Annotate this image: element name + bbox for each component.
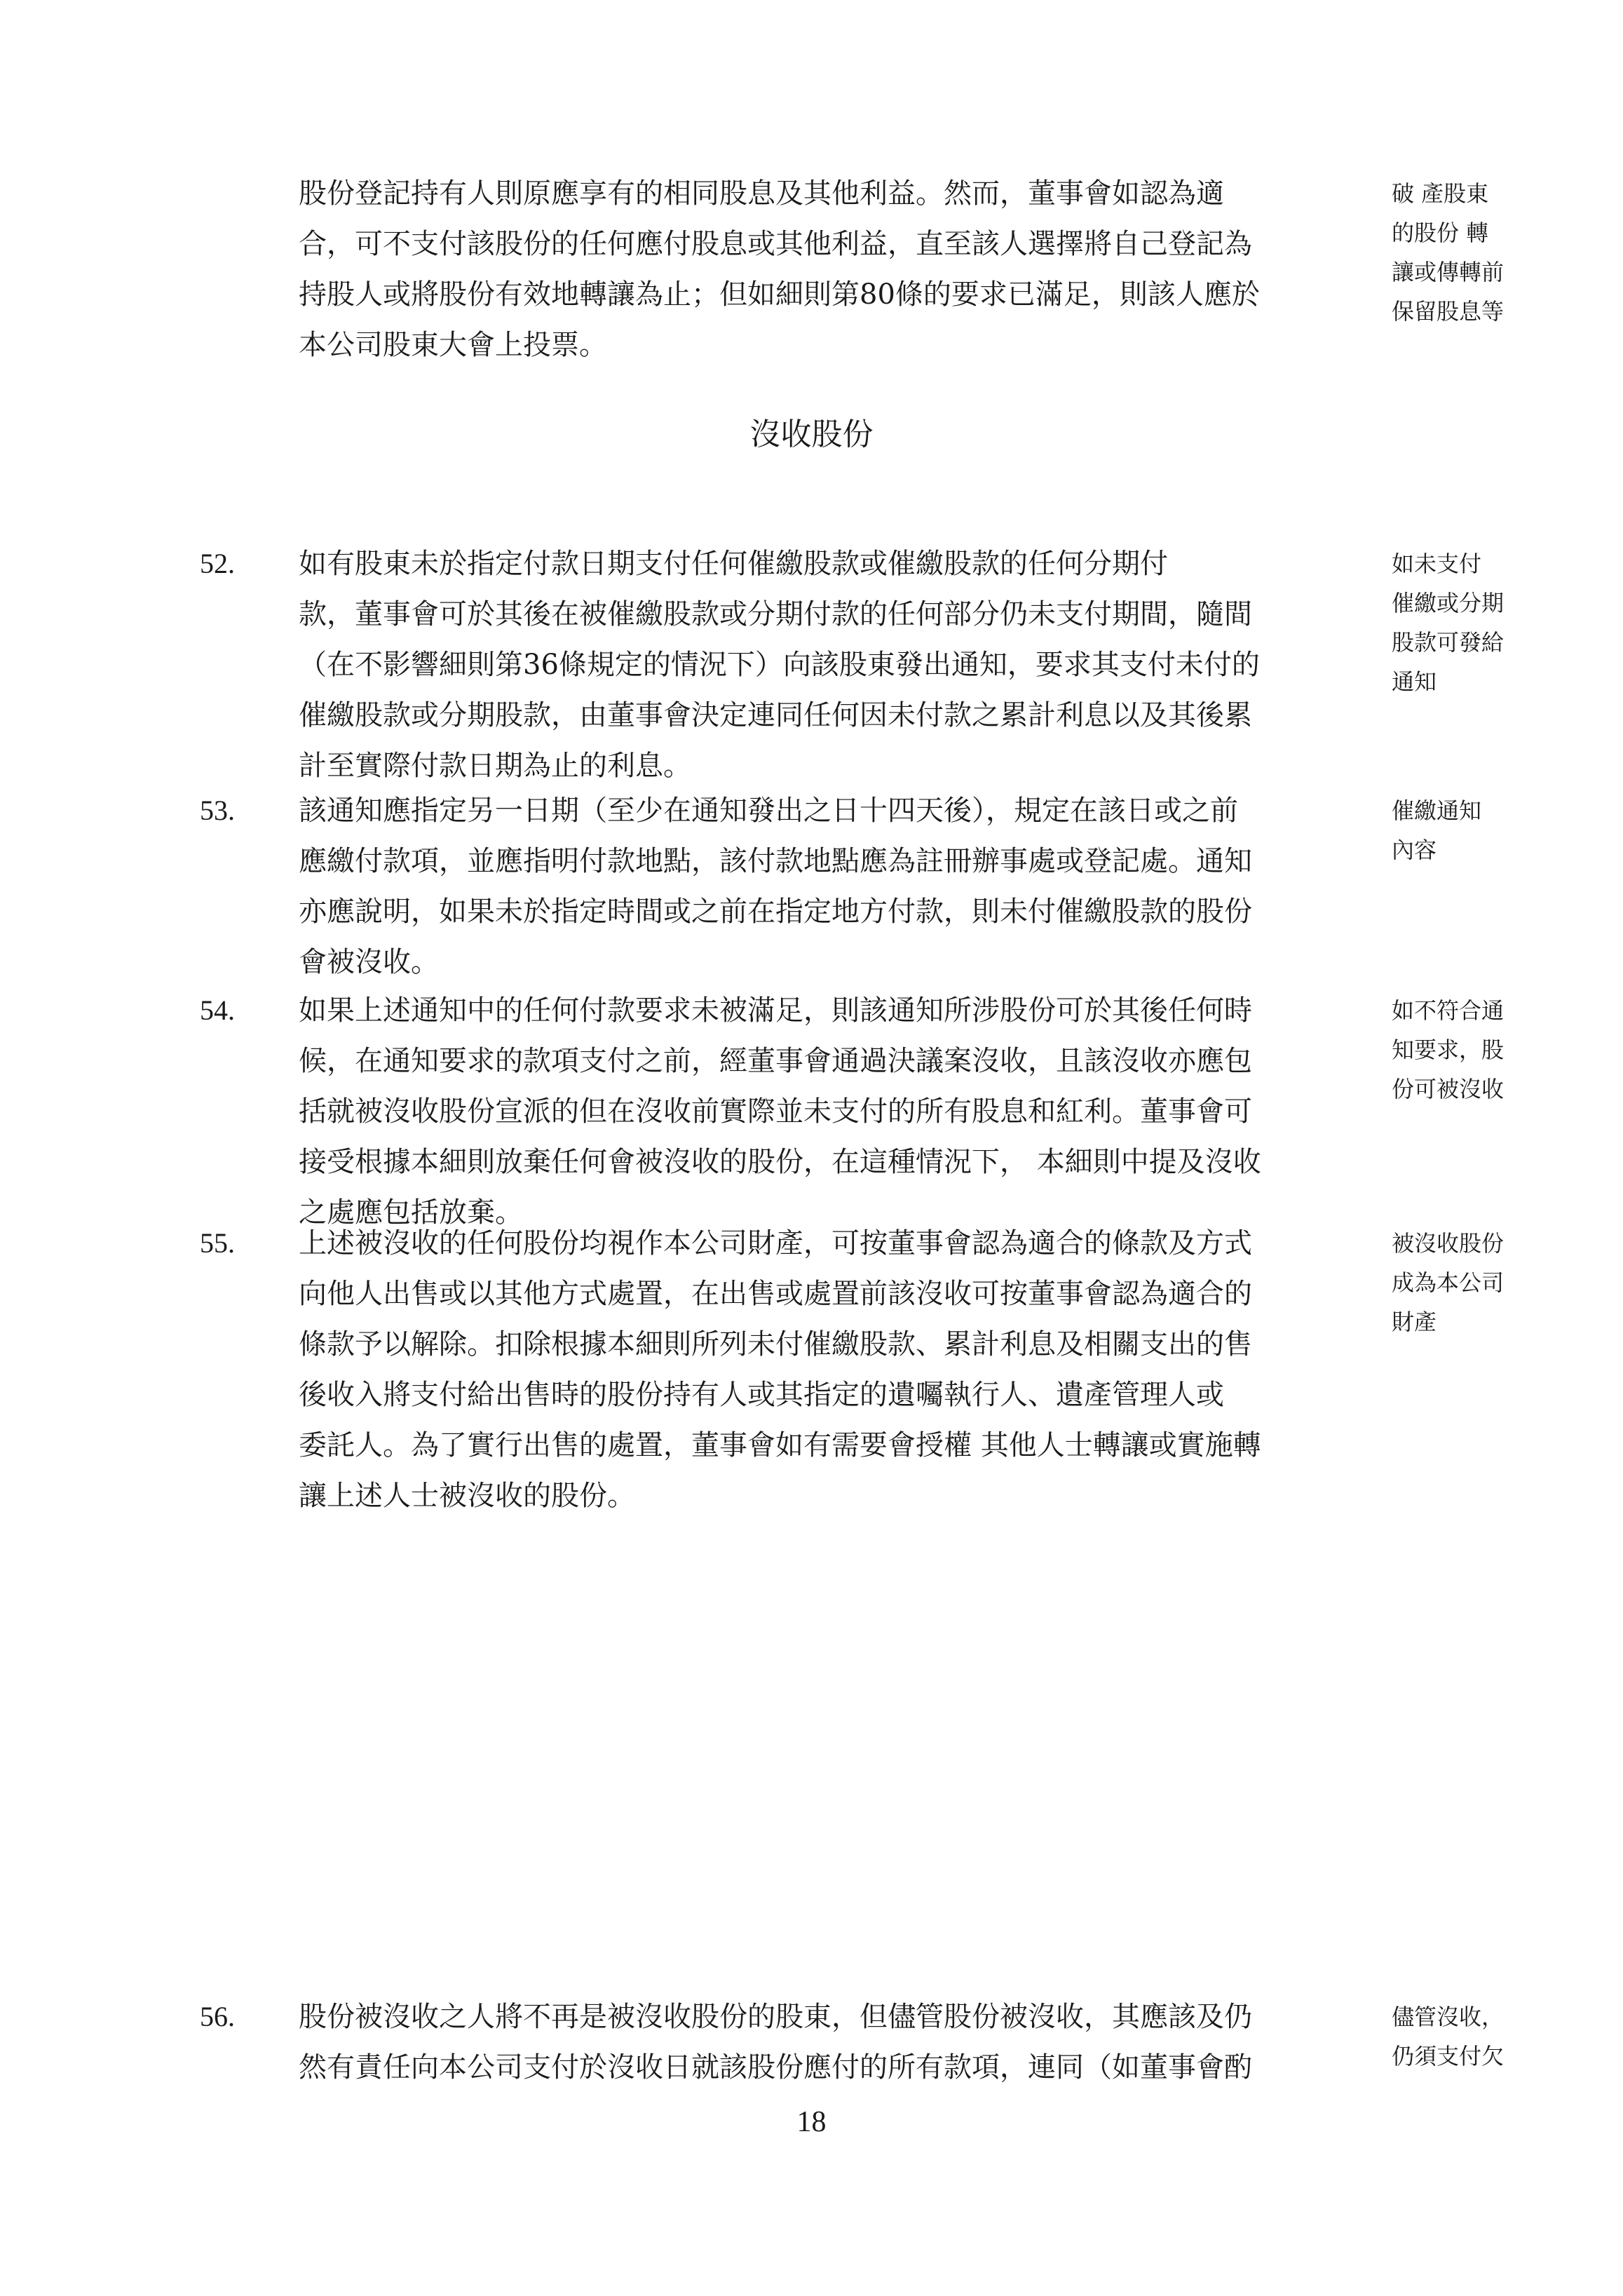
intro-line: 本公司股東大會上投票。 [299,329,607,361]
margin-note-line: 仍須支付欠 [1392,2043,1505,2069]
margin-note-line: 保留股息等 [1392,298,1505,325]
margin-note-line: 知要求，股 [1392,1036,1505,1063]
margin-note-line: 破 產股東 [1392,180,1489,207]
margin-note-line: 通知 [1392,668,1437,695]
clause-line: 款，董事會可於其後在被催繳股款或分期付款的任何部分仍未支付期間，隨間 [299,598,1252,630]
margin-note-line: 如不符合通 [1392,997,1505,1024]
intro-paragraph [299,168,1336,370]
clause-line: 計至實際付款日期為止的利息。 [299,750,691,782]
clause-line: 接受根據本細則放棄任何會被沒收的股份，在這種情況下， 本細則中提及沒收 [299,1146,1261,1178]
intro-line: 合，可不支付該股份的任何應付股息或其他利益，直至該人選擇將自己登記為 [299,228,1252,260]
clause-line: 如果上述通知中的任何付款要求未被滿足，則該通知所涉股份可於其後任何時 [299,994,1252,1027]
clause-number: 55. [200,1227,235,1259]
clause-line: 上述被沒收的任何股份均視作本公司財產，可按董事會認為適合的條款及方式 [299,1227,1252,1260]
margin-note-line: 讓或傳轉前 [1392,259,1505,285]
clause-line: 向他人出售或以其他方式處置，在出售或處置前該沒收可按董事會認為適合的 [299,1278,1252,1310]
clause-52-margin-note [1392,544,1532,701]
clause-line: 催繳股款或分期股款，由董事會決定連同任何因未付款之累計利息以及其後累 [299,699,1252,731]
page-number: 18 [796,2106,827,2138]
clause-line: 股份被沒收之人將不再是被沒收股份的股東，但儘管股份被沒收，其應該及仍 [299,2001,1252,2033]
clause-52-text [299,539,1336,791]
clause-55-text [299,1218,1336,1521]
clause-line: 候，在通知要求的款項支付之前，經董事會通過決議案沒收，且該沒收亦應包 [299,1045,1252,1077]
intro-line: 持股人或將股份有效地轉讓為止；但如細則第80條的要求已滿足，則該人應於 [299,278,1260,311]
clause-53-margin-note [1392,791,1532,870]
clause-line: 然有責任向本公司支付於沒收日就該股份應付的所有款項，連同（如董事會酌 [299,2051,1252,2084]
margin-note-line: 份可被沒收 [1392,1076,1505,1102]
clause-line: 如有股東未於指定付款日期支付任何催繳股款或催繳股款的任何分期付 [299,548,1168,580]
intro-margin-note [1392,174,1532,331]
clause-line: 後收入將支付給出售時的股份持有人或其指定的遺囑執行人、遺產管理人或 [299,1379,1224,1411]
clause-line: 條款予以解除。扣除根據本細則所列未付催繳股款、累計利息及相關支出的售 [299,1328,1252,1360]
section-title: 沒收股份 [749,417,874,452]
margin-note-line: 儘管沒收， [1392,2004,1505,2030]
clause-line: 會被沒收。 [299,946,439,978]
clause-number: 52. [200,548,235,579]
clause-number: 54. [200,994,235,1026]
margin-note-line: 催繳或分期 [1392,590,1505,616]
clause-line: （在不影響細則第36條規定的情況下）向該股東發出通知，要求其支付未付的 [299,649,1260,681]
clause-number: 53. [200,795,235,826]
margin-note-line: 如未支付 [1392,551,1482,577]
clause-54-margin-note [1392,991,1532,1109]
clause-line: 亦應說明，如果未於指定時間或之前在指定地方付款，則未付催繳股款的股份 [299,896,1252,928]
clause-line: 應繳付款項，並應指明付款地點，該付款地點應為註冊辦事處或登記處。通知 [299,845,1252,877]
intro-line: 股份登記持有人則原應享有的相同股息及其他利益。然而，董事會如認為適 [299,177,1224,210]
margin-note-line: 成為本公司 [1392,1269,1505,1296]
clause-56-margin-note [1392,1997,1532,2076]
clause-line: 讓上述人士被沒收的股份。 [299,1480,635,1512]
margin-note-line: 的股份 轉 [1392,220,1489,246]
clause-55-margin-note [1392,1224,1532,1342]
margin-note-line: 內容 [1392,837,1437,863]
clause-54-text [299,985,1336,1238]
margin-note-line: 股款可發給 [1392,629,1505,656]
margin-note-line: 被沒收股份 [1392,1230,1505,1257]
margin-note-line: 催繳通知 [1392,797,1482,824]
clause-56-text [299,1992,1336,2093]
clause-number: 56. [200,2001,235,2032]
margin-note-line: 財產 [1392,1309,1437,1335]
clause-line: 括就被沒收股份宣派的但在沒收前實際並未支付的所有股息和紅利。董事會可 [299,1095,1252,1128]
clause-line: 該通知應指定另一日期（至少在通知發出之日十四天後），規定在該日或之前 [299,795,1238,827]
clause-line: 之處應包括放棄。 [299,1196,523,1229]
clause-line: 委託人。為了實行出售的處置，董事會如有需要會授權 其他人士轉讓或實施轉 [299,1429,1261,1461]
clause-53-text [299,785,1336,987]
